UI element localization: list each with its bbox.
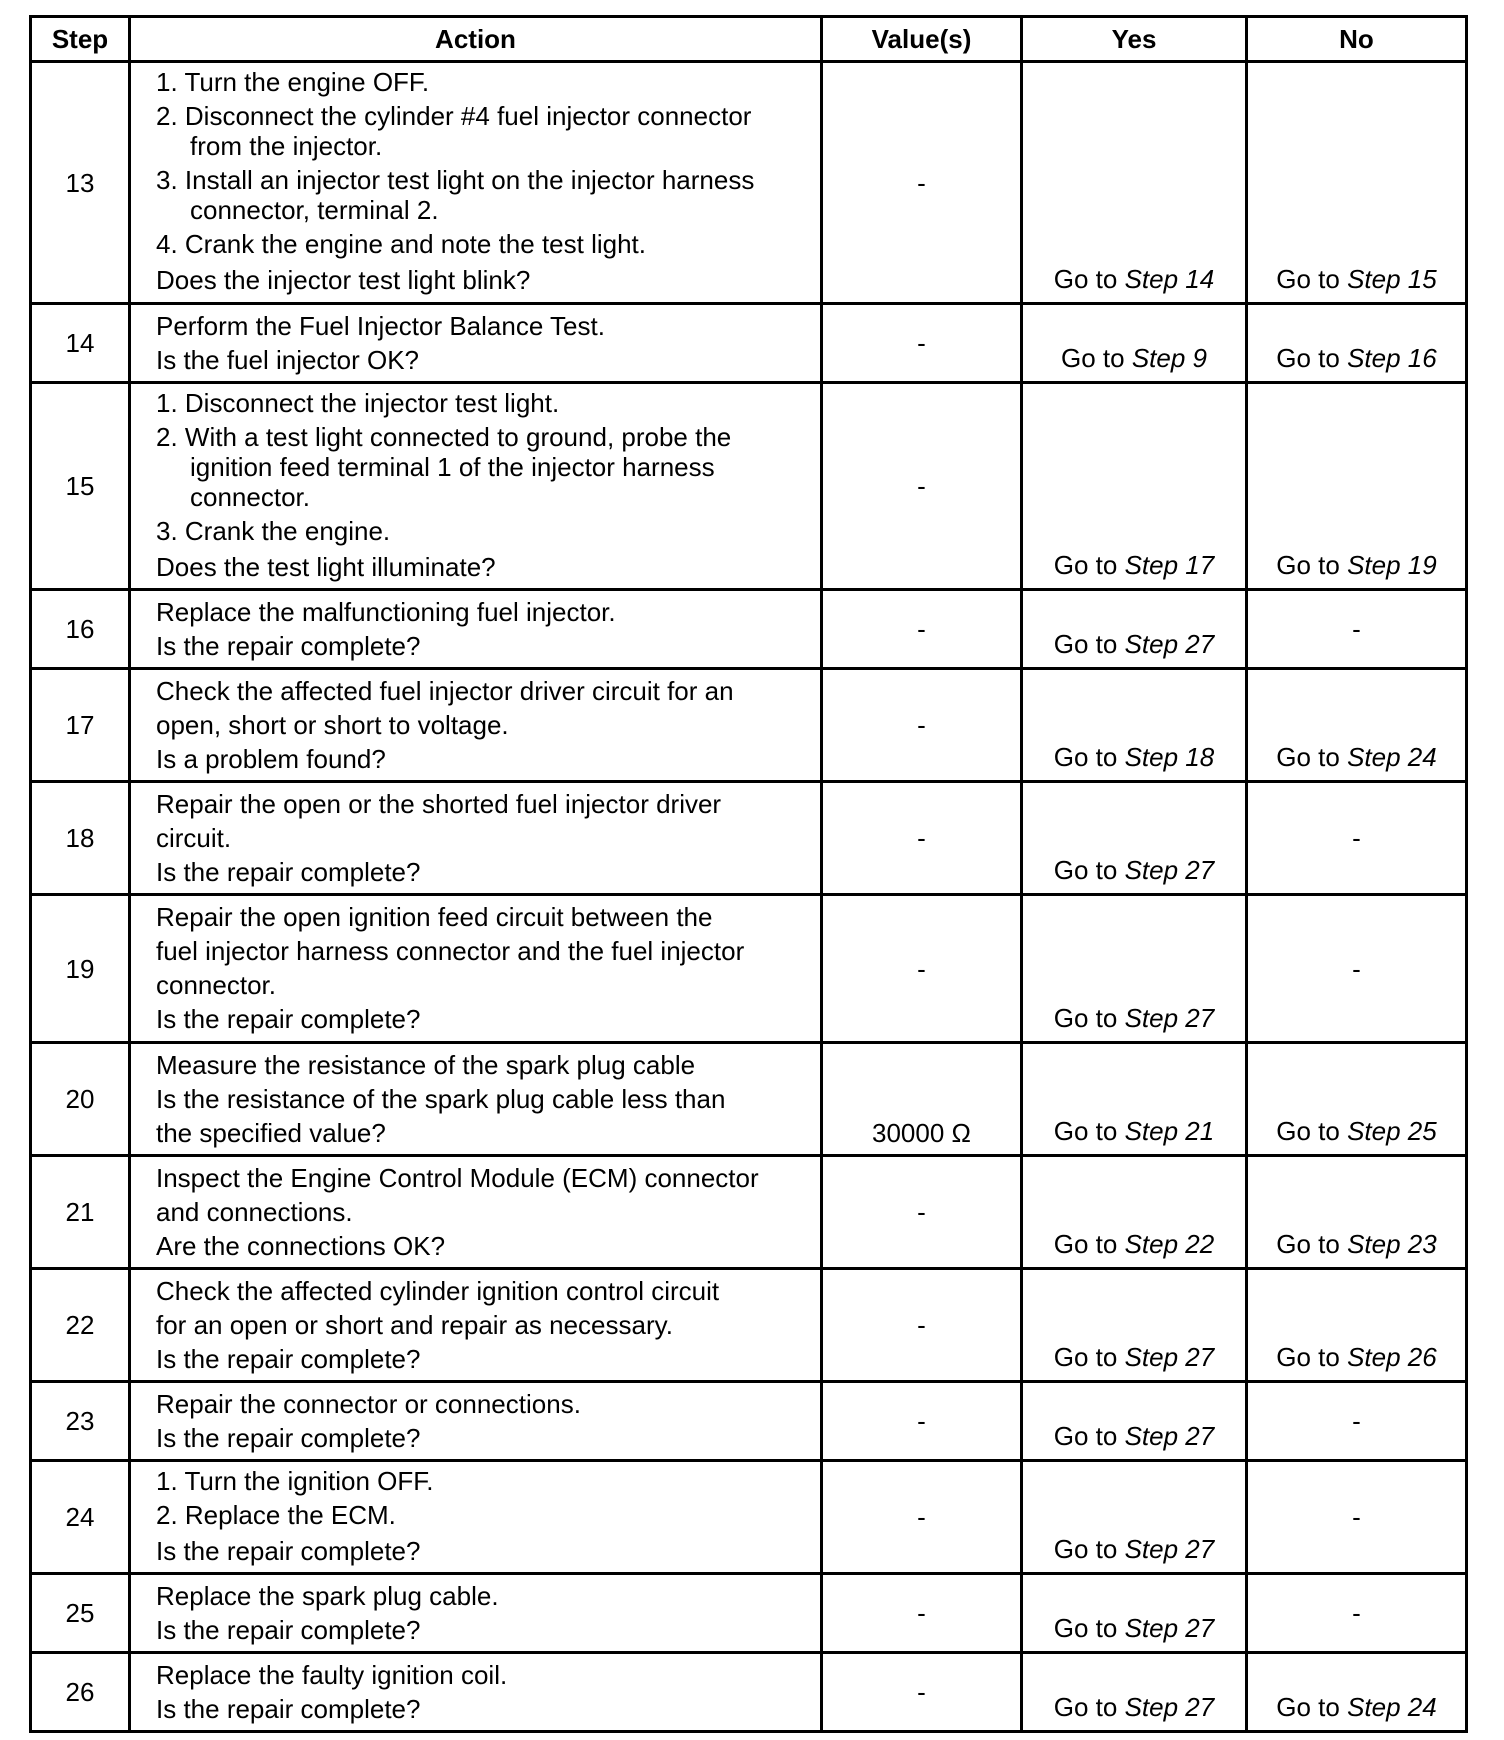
- no-cell: [1247, 62, 1467, 304]
- yes-cell: [1022, 62, 1247, 304]
- action-question: Is the repair complete?: [156, 1615, 421, 1645]
- no-cell: [1247, 1156, 1467, 1269]
- yes-goto-step-link[interactable]: Step 27: [1124, 1613, 1215, 1643]
- no-goto-prefix: Go to: [1276, 1116, 1340, 1146]
- action-text-line: Measure the resistance of the spark plug cable: [156, 1050, 696, 1080]
- action-text-line: Repair the open ignition feed circuit between the: [156, 902, 713, 932]
- step-number: 26: [31, 1653, 130, 1732]
- no-cell: -: [1247, 782, 1467, 895]
- table-row: [31, 1574, 1467, 1653]
- no-cell: [1247, 1043, 1467, 1156]
- no-goto-step-link[interactable]: Step 26: [1347, 1342, 1437, 1372]
- action-text-line: Check the affected fuel injector driver circuit for an: [156, 676, 734, 706]
- action-question: Does the test light illuminate?: [156, 552, 496, 582]
- action-text-line: Replace the faulty ignition coil.: [156, 1660, 508, 1690]
- header-row: [31, 17, 1467, 62]
- action-step-item: 2. Replace the ECM.: [156, 1500, 396, 1530]
- diagnostic-table: [29, 15, 1468, 1733]
- action-text-line: circuit.: [156, 823, 232, 853]
- yes-goto-step-link[interactable]: Step 18: [1124, 742, 1215, 772]
- yes-goto-prefix: Go to: [1053, 1003, 1118, 1033]
- value-cell: -: [822, 383, 1022, 590]
- yes-goto-step-link[interactable]: Step 27: [1124, 629, 1215, 659]
- step-number: 25: [31, 1574, 130, 1653]
- yes-goto-step-link[interactable]: Step 27: [1124, 1342, 1215, 1372]
- yes-cell: [1022, 383, 1247, 590]
- no-goto-step-link[interactable]: Step 16: [1347, 343, 1437, 373]
- value-cell: -: [822, 669, 1022, 782]
- value-cell: -: [822, 1653, 1022, 1732]
- step-number: 13: [31, 62, 130, 304]
- no-goto-prefix: Go to: [1276, 343, 1340, 373]
- action-cell: [130, 304, 822, 383]
- action-step-item: 3. Install an injector test light on the injector harness connector, terminal 2.: [156, 165, 755, 225]
- header-yes: Yes: [1022, 17, 1247, 62]
- action-step-item: 4. Crank the engine and note the test light.: [156, 229, 647, 259]
- action-cell: [130, 1269, 822, 1382]
- yes-goto-prefix: Go to: [1061, 343, 1125, 373]
- step-number: 16: [31, 590, 130, 669]
- value-cell: -: [822, 590, 1022, 669]
- yes-goto-prefix: Go to: [1053, 1613, 1118, 1643]
- action-question: Is the repair complete?: [156, 1694, 421, 1724]
- action-text-line: open, short or short to voltage.: [156, 710, 509, 740]
- table-row: [31, 895, 1467, 1043]
- action-cell: [130, 1574, 822, 1653]
- action-question: Does the injector test light blink?: [156, 265, 531, 295]
- yes-goto-prefix: Go to: [1053, 550, 1118, 580]
- yes-cell: [1022, 1461, 1247, 1574]
- header-step: Step: [31, 17, 130, 62]
- value-cell: -: [822, 304, 1022, 383]
- step-number: 14: [31, 304, 130, 383]
- table-row: [31, 1043, 1467, 1156]
- no-goto-step-link[interactable]: Step 15: [1347, 264, 1437, 294]
- action-text-line: and connections.: [156, 1197, 353, 1227]
- yes-goto-step-link[interactable]: Step 27: [1124, 1421, 1215, 1451]
- no-cell: -: [1247, 1382, 1467, 1461]
- step-number: 22: [31, 1269, 130, 1382]
- no-cell: [1247, 383, 1467, 590]
- yes-goto-step-link[interactable]: Step 27: [1124, 1534, 1215, 1564]
- action-step-item: 2. Disconnect the cylinder #4 fuel injector connector from the injector.: [156, 101, 752, 161]
- action-step-item: 3. Crank the engine.: [156, 516, 391, 546]
- action-cell: [130, 1043, 822, 1156]
- step-number: 17: [31, 669, 130, 782]
- step-number: 15: [31, 383, 130, 590]
- action-question: Is the fuel injector OK?: [156, 345, 420, 375]
- no-goto-prefix: Go to: [1276, 264, 1340, 294]
- yes-goto-prefix: Go to: [1053, 1342, 1118, 1372]
- yes-goto-step-link[interactable]: Step 14: [1124, 264, 1215, 294]
- action-step-item: 2. With a test light connected to ground, probe the ignition feed terminal 1 of the injector harness connector.: [156, 422, 732, 512]
- action-text-line: Repair the open or the shorted fuel injector driver: [156, 789, 722, 819]
- action-question: Are the connections OK?: [156, 1231, 446, 1261]
- value-cell: -: [822, 782, 1022, 895]
- no-goto-prefix: Go to: [1276, 1692, 1340, 1722]
- action-cell: [130, 669, 822, 782]
- no-cell: [1247, 1269, 1467, 1382]
- action-cell: [130, 1382, 822, 1461]
- step-number: 21: [31, 1156, 130, 1269]
- yes-goto-step-link[interactable]: Step 22: [1124, 1229, 1215, 1259]
- no-goto-prefix: Go to: [1276, 1229, 1340, 1259]
- value-cell: -: [822, 895, 1022, 1043]
- action-text-line: Inspect the Engine Control Module (ECM) connector: [156, 1163, 759, 1193]
- table-row: [31, 1382, 1467, 1461]
- step-number: 23: [31, 1382, 130, 1461]
- table-row: [31, 1461, 1467, 1574]
- action-text-line: for an open or short and repair as necessary.: [156, 1310, 673, 1340]
- action-text-line: connector.: [156, 970, 276, 1000]
- value-cell: -: [822, 1382, 1022, 1461]
- no-cell: [1247, 669, 1467, 782]
- action-text-line: Perform the Fuel Injector Balance Test.: [156, 311, 605, 341]
- action-question: Is a problem found?: [156, 744, 386, 774]
- step-number: 19: [31, 895, 130, 1043]
- value-cell: -: [822, 1156, 1022, 1269]
- no-goto-step-link[interactable]: Step 24: [1347, 742, 1437, 772]
- header-values: Value(s): [822, 17, 1022, 62]
- action-cell: [130, 383, 822, 590]
- yes-goto-prefix: Go to: [1053, 629, 1118, 659]
- table-row: [31, 590, 1467, 669]
- action-question: Is the repair complete?: [156, 1423, 421, 1453]
- value-cell: 30000 Ω: [822, 1043, 1022, 1156]
- action-question: the specified value?: [156, 1118, 386, 1148]
- yes-cell: [1022, 1043, 1247, 1156]
- yes-cell: [1022, 669, 1247, 782]
- table-row: [31, 1156, 1467, 1269]
- no-goto-step-link[interactable]: Step 24: [1347, 1692, 1437, 1722]
- no-goto-prefix: Go to: [1276, 550, 1340, 580]
- yes-cell: [1022, 1653, 1247, 1732]
- table-row: [31, 1653, 1467, 1732]
- yes-goto-prefix: Go to: [1053, 264, 1118, 294]
- value-cell: -: [822, 1269, 1022, 1382]
- no-goto-step-link[interactable]: Step 19: [1347, 550, 1437, 580]
- yes-goto-step-link[interactable]: Step 21: [1124, 1116, 1215, 1146]
- action-cell: [130, 590, 822, 669]
- step-number: 18: [31, 782, 130, 895]
- step-number: 24: [31, 1461, 130, 1574]
- no-goto-step-link[interactable]: Step 23: [1347, 1229, 1437, 1259]
- yes-goto-prefix: Go to: [1053, 855, 1118, 885]
- yes-cell: [1022, 782, 1247, 895]
- action-step-item: 1. Turn the engine OFF.: [156, 67, 430, 97]
- header-action: Action: [130, 17, 822, 62]
- yes-goto-prefix: Go to: [1053, 1421, 1118, 1451]
- yes-cell: [1022, 1156, 1247, 1269]
- action-cell: [130, 1653, 822, 1732]
- yes-goto-step-link[interactable]: Step 27: [1124, 1692, 1215, 1722]
- action-question: Is the repair complete?: [156, 857, 421, 887]
- no-goto-step-link[interactable]: Step 25: [1347, 1116, 1437, 1146]
- no-goto-prefix: Go to: [1276, 1342, 1340, 1372]
- no-cell: -: [1247, 895, 1467, 1043]
- action-cell: [130, 895, 822, 1043]
- action-cell: [130, 782, 822, 895]
- action-question: Is the repair complete?: [156, 1344, 421, 1374]
- table-row: [31, 62, 1467, 304]
- yes-goto-prefix: Go to: [1053, 1534, 1118, 1564]
- action-cell: [130, 1461, 822, 1574]
- value-cell: -: [822, 1574, 1022, 1653]
- action-text-line: Replace the malfunctioning fuel injector.: [156, 597, 616, 627]
- action-question: Is the repair complete?: [156, 1536, 421, 1566]
- value-cell: -: [822, 62, 1022, 304]
- no-cell: [1247, 1653, 1467, 1732]
- action-cell: [130, 1156, 822, 1269]
- yes-goto-step-link[interactable]: Step 17: [1124, 550, 1215, 580]
- table-row: [31, 383, 1467, 590]
- yes-cell: [1022, 1574, 1247, 1653]
- yes-goto-prefix: Go to: [1053, 1116, 1118, 1146]
- yes-cell: [1022, 895, 1247, 1043]
- no-cell: -: [1247, 590, 1467, 669]
- action-cell: [130, 62, 822, 304]
- table-row: [31, 1269, 1467, 1382]
- action-question: Is the repair complete?: [156, 631, 421, 661]
- no-cell: -: [1247, 1574, 1467, 1653]
- yes-goto-step-link[interactable]: Step 27: [1124, 855, 1215, 885]
- action-text-line: fuel injector harness connector and the fuel injector: [156, 936, 745, 966]
- header-no: No: [1247, 17, 1467, 62]
- action-text-line: Replace the spark plug cable.: [156, 1581, 499, 1611]
- table-row: [31, 669, 1467, 782]
- no-goto-prefix: Go to: [1276, 742, 1340, 772]
- value-cell: -: [822, 1461, 1022, 1574]
- yes-cell: [1022, 590, 1247, 669]
- yes-cell: [1022, 304, 1247, 383]
- action-step-item: 1. Disconnect the injector test light.: [156, 388, 560, 418]
- yes-goto-step-link[interactable]: Step 9: [1131, 343, 1207, 373]
- action-text-line: Is the resistance of the spark plug cable less than: [156, 1084, 726, 1114]
- no-cell: [1247, 304, 1467, 383]
- yes-goto-step-link[interactable]: Step 27: [1124, 1003, 1215, 1033]
- table-row: [31, 304, 1467, 383]
- action-text-line: Check the affected cylinder ignition control circuit: [156, 1276, 720, 1306]
- step-number: 20: [31, 1043, 130, 1156]
- yes-cell: [1022, 1269, 1247, 1382]
- yes-goto-prefix: Go to: [1053, 1229, 1118, 1259]
- action-text-line: Repair the connector or connections.: [156, 1389, 581, 1419]
- no-cell: -: [1247, 1461, 1467, 1574]
- yes-goto-prefix: Go to: [1053, 742, 1118, 772]
- action-question: Is the repair complete?: [156, 1004, 421, 1034]
- yes-cell: [1022, 1382, 1247, 1461]
- yes-goto-prefix: Go to: [1053, 1692, 1118, 1722]
- action-step-item: 1. Turn the ignition OFF.: [156, 1466, 434, 1496]
- table-row: [31, 782, 1467, 895]
